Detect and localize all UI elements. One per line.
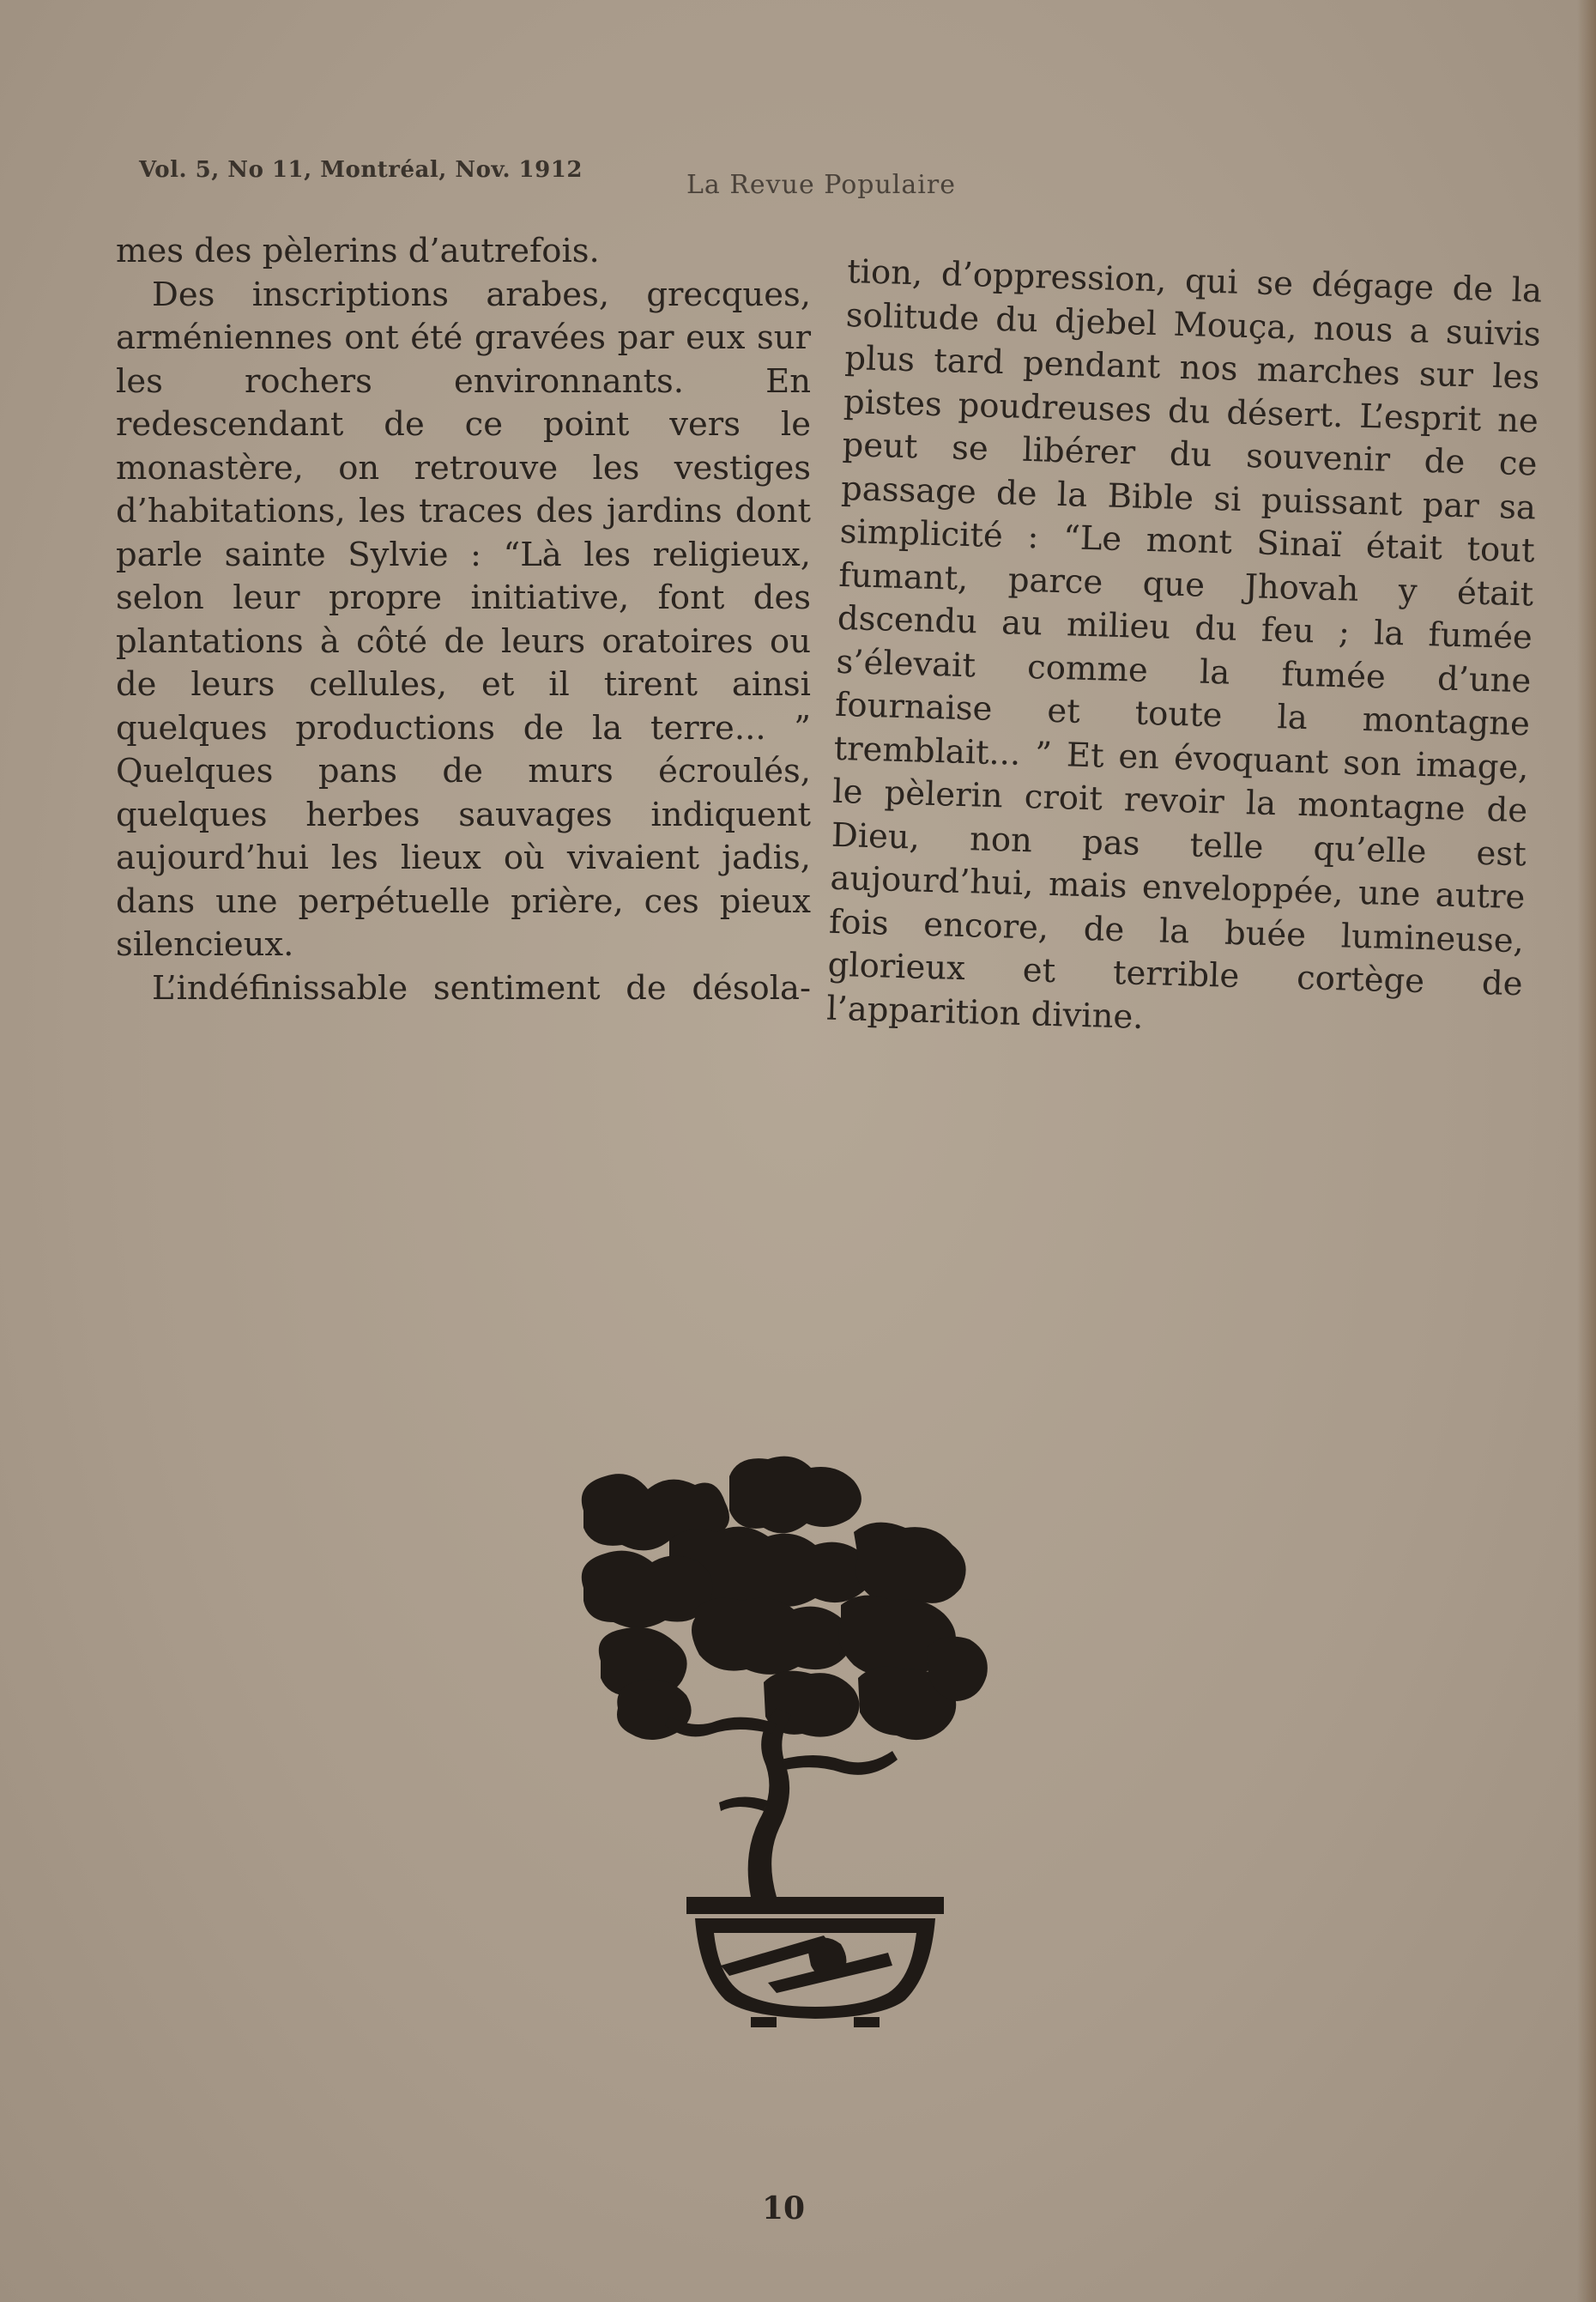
running-head-issue: Vol. 5, No 11, Montréal, Nov. 1912 <box>139 157 583 183</box>
right-column <box>826 251 1543 1050</box>
paragraph: Des inscriptions arabes, grecques, arméniennes ont été gravées par eux sur les rochers environnants. En redescendant de ce point vers le monastère, on retrouve les vestiges d’habitations, les traces des jardins dont parle sainte Sylvie : “Là les religieux, selon leur propre initiative, font des plantations à côté de leurs oratoires ou de leurs cellules, et il tirent ainsi quelques productions de la terre... ” Quelques pans de murs écroulés, quelques herbes sauvages indiquent aujourd’hui les lieux où vivaient jadis, dans une perpétuelle prière, ces pieux silencieux. <box>116 275 811 964</box>
paragraph: mes des pèlerins d’autrefois. <box>116 232 600 270</box>
paper-edge <box>1577 0 1596 2302</box>
paragraph: tion, d’oppression, qui se dégage de la solitude du djebel Mouça, nous a suivis plus tard pendant nos marches sur les pistes poudreuses du désert. L’esprit ne peut se libérer du souvenir de ce passage de la Bible si puissant par sa simplicité : “Le mont Sinaï était tout fumant, parce que Jhovah y était dscendu au milieu du feu ; la fumée s’élevait comme la fumée d’une fournaise et toute la montagne tremblait... ” Et en évoquant son image, le pèlerin croit revoir la montagne de Dieu, non pas telle qu’elle est aujourd’hui, mais enveloppée, une autre fois encore, de la buée lumineuse, glorieux et terrible cortège de l’apparition divine. <box>825 251 1543 1037</box>
left-column <box>116 230 811 1010</box>
page-number: 10 <box>762 2190 806 2226</box>
bonsai-tree-pot-icon <box>566 1451 1055 2034</box>
paragraph: L’indéfinissable sentiment de désola- <box>152 968 811 1008</box>
running-head-title: La Revue Populaire <box>686 170 956 200</box>
